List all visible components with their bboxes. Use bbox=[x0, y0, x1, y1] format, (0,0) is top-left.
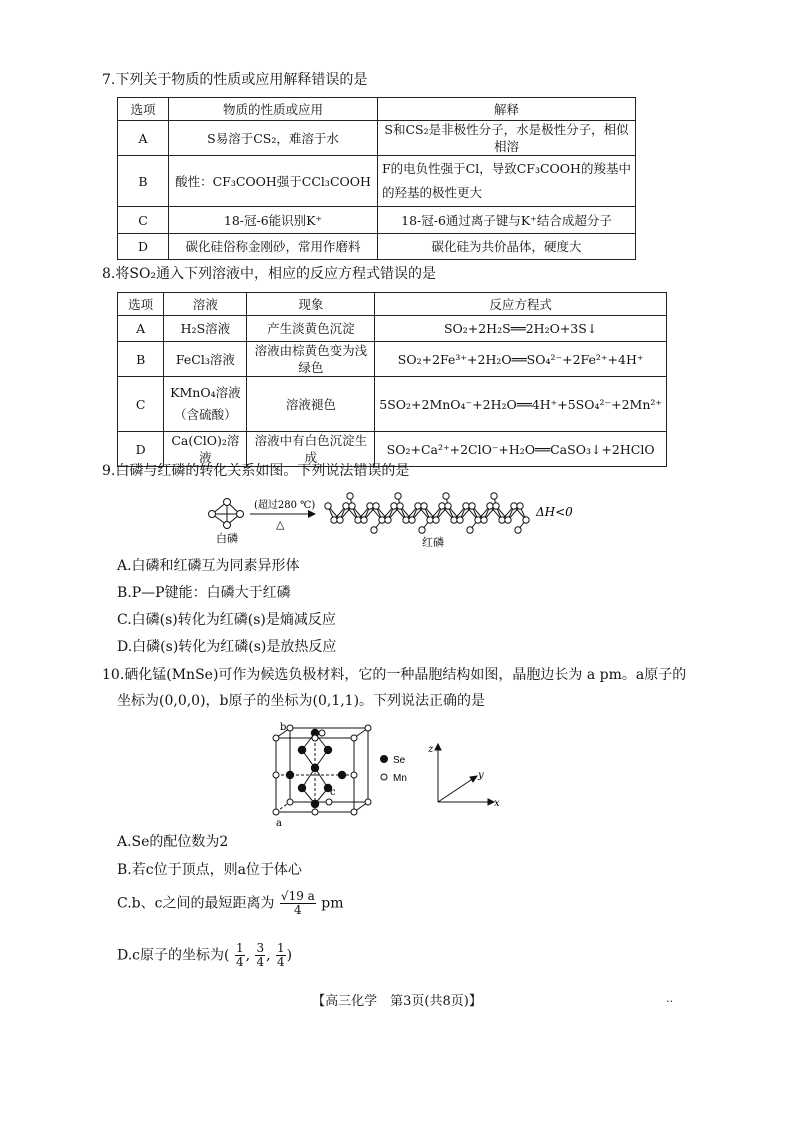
mn-atom bbox=[273, 772, 279, 778]
equation-cell: 5SO₂+2MnO₄⁻+2H₂O══4H⁺+5SO₄²⁻+2Mn²⁺ bbox=[375, 377, 667, 432]
q10-option-b: B.若c位于顶点，则a位于体心 bbox=[117, 862, 302, 878]
mn-atom bbox=[365, 725, 371, 731]
x-axis-label: x bbox=[494, 798, 500, 809]
red-phosphorus-chain bbox=[325, 493, 529, 533]
se-atom bbox=[298, 746, 306, 754]
se-legend-icon bbox=[380, 755, 388, 763]
phosphorus-atom bbox=[347, 493, 353, 499]
crystal-cell-diagram bbox=[266, 716, 516, 828]
mn-atom bbox=[351, 772, 357, 778]
phosphorus-atom bbox=[343, 503, 349, 509]
q9-option-a: A.白磷和红磷互为同素异形体 bbox=[117, 558, 300, 574]
phosphorus-atom bbox=[457, 517, 463, 523]
option-cell: C bbox=[118, 207, 169, 234]
explanation-cell: 碳化硅为共价晶体，硬度大 bbox=[378, 234, 636, 260]
q9-option-c: C.白磷(s)转化为红磷(s)是熵减反应 bbox=[117, 612, 336, 628]
phosphorus-atom bbox=[421, 503, 427, 509]
se-atom bbox=[311, 764, 319, 772]
option-c-text: C.b、c之间的最短距离为 bbox=[117, 895, 275, 912]
phosphorus-atom bbox=[467, 527, 473, 533]
equation-cell: SO₂+2H₂S══2H₂O+3S↓ bbox=[375, 316, 667, 342]
q8-stem: 8.将SO₂通入下列溶液中，相应的反应方程式错误的是 bbox=[102, 266, 437, 282]
coord-fraction-y bbox=[255, 942, 265, 969]
solution-cell: FeCl₃溶液 bbox=[164, 342, 247, 377]
phosphorus-atom bbox=[385, 517, 391, 523]
mn-atom bbox=[312, 809, 318, 815]
header-cell: 解释 bbox=[378, 98, 636, 121]
fraction-denominator: 4 bbox=[235, 955, 244, 969]
phosphorus-atom bbox=[361, 517, 367, 523]
phosphorus-atom bbox=[337, 517, 343, 523]
header-cell: 选项 bbox=[118, 293, 164, 316]
q9-option-d: D.白磷(s)转化为红磷(s)是放热反应 bbox=[117, 639, 337, 655]
phosphorus-atom bbox=[349, 503, 355, 509]
white-phosphorus-molecule bbox=[209, 499, 244, 529]
fraction-denominator: 4 bbox=[277, 955, 285, 969]
property-cell: 18-冠-6能识别K⁺ bbox=[169, 207, 378, 234]
fraction-numerator: 1 bbox=[277, 941, 285, 955]
mn-atom bbox=[273, 809, 279, 815]
phosphorus-atom bbox=[515, 527, 521, 533]
phosphorus-atom bbox=[325, 503, 331, 509]
property-cell: 碳化硅俗称金刚砂，常用作磨料 bbox=[169, 234, 378, 260]
fraction-denominator: 4 bbox=[256, 955, 265, 969]
q10-option-c bbox=[117, 890, 344, 917]
se-legend-label: Se bbox=[393, 755, 406, 766]
table-header-row bbox=[118, 98, 636, 121]
phosphorus-atom bbox=[463, 503, 469, 509]
phosphorus-atom bbox=[397, 503, 403, 509]
phosphorus-atom bbox=[355, 517, 361, 523]
se-atom bbox=[286, 771, 294, 779]
phosphorus-atom bbox=[445, 503, 451, 509]
phosphorus-atom bbox=[395, 493, 401, 499]
explanation-cell: F的电负性强于Cl，导致CF₃COOH的羧基中的羟基的极性更大 bbox=[378, 156, 636, 207]
phosphorus-atom bbox=[481, 517, 487, 523]
solution-line: （含硫酸） bbox=[174, 407, 237, 422]
fraction-denominator: 4 bbox=[294, 903, 302, 917]
option-cell: D bbox=[118, 432, 164, 467]
coord-fraction-z bbox=[276, 942, 286, 969]
red-phosphorus-label: 红磷 bbox=[422, 536, 444, 549]
option-cell: B bbox=[118, 156, 169, 207]
mn-atom bbox=[312, 735, 318, 741]
page-footer: 【高三化学 第3页(共8页)】 bbox=[312, 994, 482, 1009]
phosphorus-atom bbox=[379, 517, 385, 523]
arrow-head-icon bbox=[308, 510, 316, 518]
table-row bbox=[118, 207, 636, 234]
phenomenon-cell: 溶液中有白色沉淀生成 bbox=[247, 432, 375, 467]
se-atom bbox=[311, 800, 319, 808]
y-axis-label: y bbox=[478, 770, 484, 781]
table-row bbox=[118, 377, 667, 432]
phosphorus-atom bbox=[511, 503, 517, 509]
q7-stem: 7.下列关于物质的性质或应用解释错误的是 bbox=[102, 72, 368, 88]
phosphorus-atom bbox=[499, 517, 505, 523]
option-cell: A bbox=[118, 121, 169, 156]
atom-c-label: c bbox=[330, 787, 336, 798]
phosphorus-atom bbox=[409, 517, 415, 523]
q7-table bbox=[117, 97, 636, 260]
property-cell: S易溶于CS₂，难溶于水 bbox=[169, 121, 378, 156]
z-axis-label: z bbox=[428, 744, 434, 755]
distance-fraction bbox=[280, 890, 316, 917]
option-d-close: ) bbox=[286, 947, 293, 964]
q10-option-a: A.Se的配位数为2 bbox=[117, 834, 229, 850]
fraction-numerator: 3 bbox=[256, 941, 265, 955]
phosphorus-atom bbox=[373, 503, 379, 509]
atom-b-label: b bbox=[280, 722, 287, 733]
q10-stem-line2: 坐标为(0,0,0)，b原子的坐标为(0,1,1)。下列说法正确的是 bbox=[117, 693, 486, 709]
explanation-cell: 18-冠-6通过离子键与K⁺结合成超分子 bbox=[378, 207, 636, 234]
phosphorus-atom bbox=[487, 503, 493, 509]
phosphorus-atom bbox=[493, 503, 499, 509]
property-cell: 酸性：CF₃COOH强于CCl₃COOH bbox=[169, 156, 378, 207]
white-phosphorus-label: 白磷 bbox=[216, 532, 238, 545]
q8-table bbox=[117, 292, 667, 467]
heat-symbol: △ bbox=[276, 518, 285, 531]
mn-atom bbox=[273, 735, 279, 741]
coord-fraction-x bbox=[235, 942, 245, 969]
option-cell: B bbox=[118, 342, 164, 377]
header-cell: 溶液 bbox=[164, 293, 247, 316]
header-cell: 现象 bbox=[247, 293, 375, 316]
solution-cell: Ca(ClO)₂溶液 bbox=[164, 432, 247, 467]
solution-cell: H₂S溶液 bbox=[164, 316, 247, 342]
phenomenon-cell: 产生淡黄色沉淀 bbox=[247, 316, 375, 342]
mn-atom bbox=[287, 725, 293, 731]
option-cell: D bbox=[118, 234, 169, 260]
explanation-cell: S和CS₂是非极性分子，水是极性分子，相似相溶 bbox=[378, 121, 636, 156]
table-row bbox=[118, 316, 667, 342]
mn-atom bbox=[351, 809, 357, 815]
header-cell: 选项 bbox=[118, 98, 169, 121]
phenomenon-cell: 溶液由棕黄色变为浅绿色 bbox=[247, 342, 375, 377]
mn-legend-label: Mn bbox=[393, 773, 407, 784]
mn-atom bbox=[365, 799, 371, 805]
phosphorus-atom bbox=[331, 517, 337, 523]
table-row bbox=[118, 121, 636, 156]
phosphorus-atom bbox=[371, 527, 377, 533]
fraction-numerator: √19 a bbox=[280, 889, 315, 903]
phosphorus-atom bbox=[419, 527, 425, 533]
phosphorus-atom bbox=[517, 503, 523, 509]
se-atom bbox=[298, 784, 306, 792]
mn-atom bbox=[319, 730, 325, 736]
se-atom bbox=[324, 746, 332, 754]
q9-option-b: B.P—P键能：白磷大于红磷 bbox=[117, 585, 291, 601]
solution-cell bbox=[164, 377, 247, 432]
corner-mark: .. bbox=[666, 992, 673, 1005]
option-d-text: D.c原子的坐标为( bbox=[117, 947, 230, 964]
table-row bbox=[118, 342, 667, 377]
table-row bbox=[118, 234, 636, 260]
phosphorus-atom bbox=[491, 493, 497, 499]
table-header-row bbox=[118, 293, 667, 316]
phosphorus-atom bbox=[439, 503, 445, 509]
mn-atom bbox=[326, 799, 332, 805]
q9-stem: 9.白磷与红磷的转化关系如图。下列说法错误的是 bbox=[102, 463, 410, 479]
phosphorus-atom bbox=[367, 503, 373, 509]
equation-cell: SO₂+Ca²⁺+2ClO⁻+H₂O══CaSO₃↓+2HClO bbox=[375, 432, 667, 467]
enthalpy-label: ΔH<0 bbox=[536, 505, 573, 519]
phosphorus-atom bbox=[427, 517, 433, 523]
q10-option-d: D.c原子的坐标为( $\frac{1}{4}$ , $\frac{3}{4}$ , $\frac{1}{4}$ ) bbox=[117, 941, 293, 969]
mn-atom bbox=[351, 735, 357, 741]
se-atom bbox=[338, 771, 346, 779]
solution-line: KMnO₄溶液 bbox=[170, 385, 241, 400]
phosphorus-atom bbox=[523, 517, 529, 523]
phosphorus-diagram bbox=[200, 488, 580, 550]
table-row bbox=[118, 156, 636, 207]
phosphorus-atom bbox=[451, 517, 457, 523]
q10-stem-line1: 10.硒化锰(MnSe)可作为候选负极材料，它的一种晶胞结构如图，晶胞边长为 a pm。a原子的 bbox=[102, 667, 687, 683]
header-cell: 物质的性质或应用 bbox=[169, 98, 378, 121]
phenomenon-cell: 溶液褪色 bbox=[247, 377, 375, 432]
coordinate-axes bbox=[435, 744, 494, 805]
phosphorus-atom bbox=[403, 517, 409, 523]
mn-legend-icon bbox=[381, 774, 387, 780]
atom-a-label: a bbox=[276, 818, 282, 828]
mn-atom bbox=[287, 799, 293, 805]
phosphorus-atom bbox=[469, 503, 475, 509]
equation-cell: SO₂+2Fe³⁺+2H₂O══SO₄²⁻+2Fe²⁺+4H⁺ bbox=[375, 342, 667, 377]
condition-label: (超过280 ℃) bbox=[254, 500, 316, 511]
phosphorus-atom bbox=[443, 493, 449, 499]
option-cell: A bbox=[118, 316, 164, 342]
option-cell: C bbox=[118, 377, 164, 432]
phosphorus-atom bbox=[415, 503, 421, 509]
phosphorus-atom bbox=[475, 517, 481, 523]
fraction-numerator: 1 bbox=[235, 941, 244, 955]
phosphorus-atom bbox=[505, 517, 511, 523]
header-cell: 反应方程式 bbox=[375, 293, 667, 316]
unit-text: pm bbox=[321, 895, 344, 912]
phosphorus-atom bbox=[433, 517, 439, 523]
phosphorus-atom bbox=[391, 503, 397, 509]
